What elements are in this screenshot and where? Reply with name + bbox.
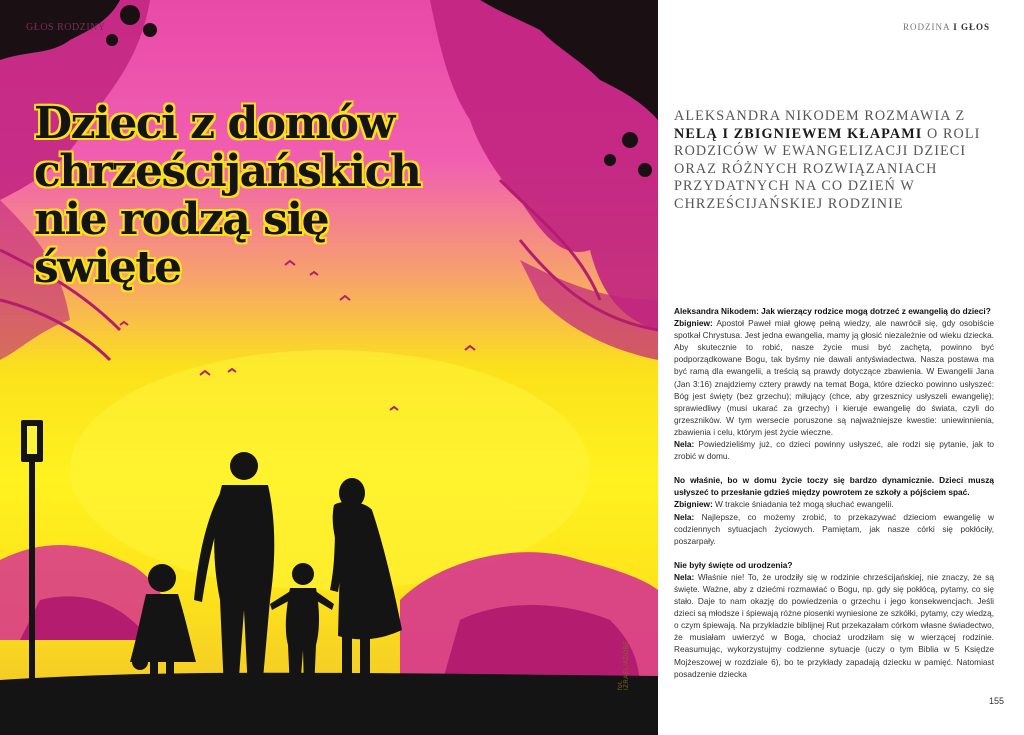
speaker-zbigniew: Zbigniew:: [674, 318, 713, 329]
teddy-bear: [132, 654, 148, 670]
answer-4-text: Najlepsze, co możemy zrobić, to przekazywać dzieciom ewangelię w codziennych sytuacjach życiowych. Pamiętam, jak nasze córki się pokłóciły, poszarpały.: [674, 511, 994, 546]
running-head-section: RODZINA: [902, 22, 950, 32]
headline-line-3: nie rodzą się: [34, 194, 329, 245]
child-small-leg-left: [150, 660, 158, 690]
page-number: 155: [988, 696, 1004, 706]
answer-4: [674, 511, 994, 547]
headline-line-1: Dzieci z domów: [34, 98, 394, 149]
answer-5-text: Właśnie nie! To, że urodziły się w rodzinie chrześcijańskiej, nie znaczy, że są święte. Ważne, aby z dziećmi rozmawiać o Bogu, np. gdy się pokłócą, pytamy, co się stało. Daje to nam okazję do powiedzenia o grzechu i jego konsekwencjach. Jeśli dzieci są młodsze i śpiewają różne piosenki wyniesione ze szkółki, pytamy, czy wiedzą, o czym śpiewają. Na przykładzie biblijnej Rut przekazałam córkom własne świadectwo, że musiałam uwierzyć w Boga, chociaż urodziłam się w wierzącej rodzinie. Reasumując, wykorzystujmy codzienne sytuacje (uczy o tym Biblia w 5 Księdze Mojżeszowej w rozdziale 6), bo te przykłady zapadają dziecku w pamięć. Natomiast posadzenie dziecka: [674, 571, 994, 679]
child-middle-head: [292, 563, 314, 585]
question-2: No właśnie, bo w domu życie toczy się bardzo dynamicznie. Dzieci muszą usłyszeć to przesłanie gdzieś między powrotem ze szkoły a pójściem spać.: [674, 475, 994, 498]
running-head-separator: I: [953, 22, 958, 32]
lead-part-2: O ROLI RODZICÓW W EWANGELIZACJI DZIECI ORAZ RÓŻNYCH ROZWIĄZANIACH PRZYDATNYCH NA CO DZIEŃ W CHRZEŚCIJAŃSKIEJ RODZINIE: [674, 125, 981, 212]
running-head-right: [903, 22, 990, 32]
child-small-leg-right: [166, 660, 174, 690]
answer-2: [674, 438, 994, 462]
running-head-left: GŁOS RODZINY: [26, 22, 106, 33]
speaker-zbigniew: Zbigniew:: [674, 499, 713, 510]
answer-5: [674, 571, 994, 680]
photo-credit: fot. IZRAEL/ADOBE: [618, 640, 630, 690]
text-page: [658, 0, 1024, 735]
speaker-nela: Nela:: [674, 511, 695, 522]
question-1: Aleksandra Nikodem: Jak wierzący rodzice mogą dotrzeć z ewangelią do dzieci?: [674, 306, 991, 316]
father-head: [230, 452, 258, 480]
speaker-nela: Nela:: [674, 439, 695, 450]
article-lead: [674, 108, 1004, 214]
interview-body: [674, 305, 994, 680]
headline-line-4: święte: [34, 242, 181, 293]
child-small-head: [148, 564, 176, 592]
answer-3-text: W trakcie śniadania też mogą słuchać ewangelii.: [712, 499, 894, 510]
mother-leg-right: [360, 634, 370, 690]
speaker-nela: Nela:: [674, 571, 695, 582]
father-body: [214, 485, 274, 690]
mother-leg-left: [342, 634, 352, 690]
article-headline: [34, 100, 504, 292]
answer-2-text: Powiedzieliśmy już, co dzieci powinny usłyszeć, ale rodzi się pytanie, jak to zrobić w domu.: [674, 439, 994, 462]
lead-interviewees: NELĄ I ZBIGNIEWEM KŁAPAMI: [674, 125, 923, 142]
headline-line-2: chrześcijańskich: [34, 146, 421, 197]
answer-3: [674, 498, 994, 510]
answer-1-text: Apostoł Paweł miał głowę pełną wiedzy, ale nawrócił się, gdy osobiście spotkał Chrystusa. Jest jedna ewangelia, mamy ją głosić niezależnie od wieku dziecka. Aby skutecznie to robić, nasze życie musi być zachętą, powinno być podporządkowane Bogu, tak byśmy nie dawali antyświadectwa. Nasza postawa ma być ramą dla ewangelii, a treścią są prawdy dotyczące zbawienia. W Ewangelii Jana (Jan 3:16) znajdziemy cztery prawdy na temat Boga, które dziecko powinno usłyszeć: Bóg jest święty (bez grzechu); miłujący (chce, aby grzesznicy usłyszeli ewangelię); sprawiedliwy (musi ukarać za grzechy) i kieruje ewangelię do świata, czyli do grzeszników. W tym wersecie poruszone są najważniejsze kwestie: uniewinnienia, zbawienia i celu, którym jest życie wieczne.: [674, 318, 994, 437]
running-head-magazine: GŁOS: [960, 22, 990, 32]
paragraph-gap: [674, 547, 994, 559]
answer-1: [674, 317, 994, 438]
lead-part-1: ALEKSANDRA NIKODEM ROZMAWIA Z: [674, 108, 966, 124]
ground: [0, 673, 658, 735]
paragraph-gap: [674, 462, 994, 474]
question-3: Nie były święte od urodzenia?: [674, 559, 793, 570]
